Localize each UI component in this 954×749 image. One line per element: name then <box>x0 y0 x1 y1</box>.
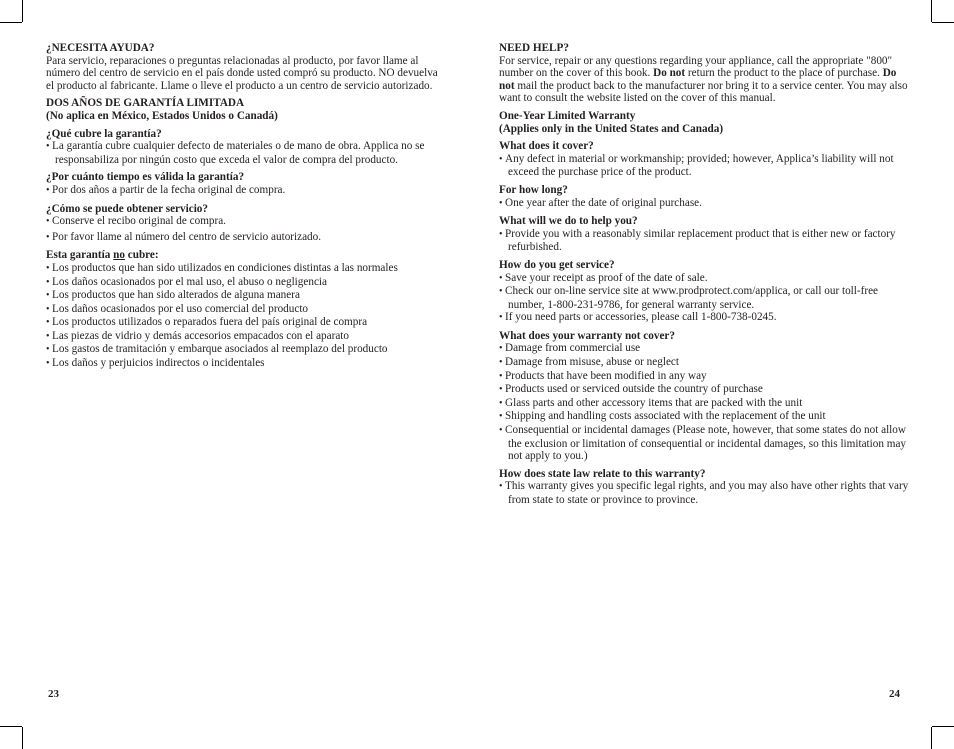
state-law-question: How does state law relate to this warranty? <box>499 467 706 480</box>
help-text: For service, repair or any questions regarding your appliance, call the appropriate "800" number on the cover of this book. Do not return the product to the place of purchase. Do not mail the product back to the manufacturer nor bring it to a service center. You may also want to consult the website listed on the cover of this manual. <box>499 54 908 105</box>
state-law-section <box>499 468 911 507</box>
list-item: • Glass parts and other accessory items that are packed with the unit <box>499 396 803 409</box>
warranty-heading-block <box>46 97 444 122</box>
list-item: • Products that have been modified in any way <box>499 369 707 382</box>
warranty-title: One-Year Limited Warranty <box>499 109 636 122</box>
not-cover-section <box>499 330 911 463</box>
crop-mark <box>22 0 23 22</box>
list-item: • Any defect in material or workmanship; provided; however, Applica’s liability will not exceed the purchase price of the product. <box>499 152 894 179</box>
right-page-column <box>499 42 911 512</box>
not-cover-section <box>46 249 444 370</box>
list-item: • Los productos que han sido alterados de alguna manera <box>46 289 300 302</box>
list-item: • Products used or serviced outside the country of purchase <box>499 383 763 396</box>
covers-section <box>46 128 444 167</box>
list-item: • Los gastos de tramitación y embarque asociados al reemplazo del producto <box>46 343 388 356</box>
service-question: How do you get service? <box>499 258 615 271</box>
list-item: • Check our on-line service site at www.prodprotect.com/applica, or call our toll-free number, 1-800-231-9786, for general warranty service. <box>499 285 878 311</box>
list-item: • Las piezas de vidrio y demás accesorios empacados con el aparato <box>46 329 349 342</box>
crop-mark <box>931 0 932 22</box>
not-cover-question: Esta garantía no cubre: <box>46 249 159 262</box>
covers-question: What does it cover? <box>499 140 594 153</box>
not-cover-question: What does your warranty not cover? <box>499 329 675 342</box>
duration-question: ¿Por cuánto tiempo es válida la garantía? <box>46 171 245 184</box>
list-item: • One year after the date of original purchase. <box>499 196 702 209</box>
list-item: • Damage from commercial use <box>499 342 641 355</box>
help-you-section <box>499 215 911 254</box>
service-section <box>499 259 911 325</box>
duration-section <box>46 171 444 197</box>
crop-mark <box>931 727 932 749</box>
list-item: • Los daños ocasionados por el mal uso, el abuso o negligencia <box>46 275 327 288</box>
warranty-subtitle: (Applies only in the United States and Canada) <box>499 122 724 135</box>
help-you-question: What will we do to help you? <box>499 215 638 228</box>
crop-mark <box>932 22 954 23</box>
list-item: • If you need parts or accessories, please call 1-800-738-0245. <box>499 311 777 324</box>
warranty-title: DOS AÑOS DE GARANTÍA LIMITADA <box>46 97 245 110</box>
service-question: ¿Cómo se puede obtener servicio? <box>46 202 208 215</box>
page-number-right: 24 <box>889 688 900 700</box>
help-section <box>46 42 444 92</box>
list-item: • Los productos que han sido utilizados en condiciones distintas a las normales <box>46 261 398 274</box>
list-item: • Conserve el recibo original de compra. <box>46 215 226 228</box>
help-text: Para servicio, reparaciones o preguntas relacionadas al producto, por favor llame al número del centro de servicio en el país donde usted compró su producto. NO devuelva el producto al fabricante. Llame o lleve el producto a un centro de servicio autorizado. <box>46 54 438 92</box>
left-page-column <box>46 42 444 376</box>
list-item: • Por favor llame al número del centro de servicio autorizado. <box>46 230 322 243</box>
list-item: • Por dos años a partir de la fecha original de compra. <box>46 183 286 196</box>
help-section <box>499 42 911 105</box>
duration-question: For how long? <box>499 183 568 196</box>
list-item: • Los daños ocasionados por el uso comercial del producto <box>46 302 309 315</box>
list-item: • Damage from misuse, abuse or neglect <box>499 356 679 369</box>
crop-mark <box>22 727 23 749</box>
warranty-heading-block <box>499 110 911 135</box>
duration-section <box>499 184 911 210</box>
list-item: • La garantía cubre cualquier defecto de materiales o de mano de obra. Applica no se responsabiliza por ningún costo que exceda el valor de compra del producto. <box>46 140 425 166</box>
list-item: • Provide you with a reasonably similar replacement product that is either new or factory refurbished. <box>499 227 896 254</box>
covers-question: ¿Qué cubre la garantía? <box>46 127 162 140</box>
crop-mark <box>0 22 22 23</box>
help-heading: NEED HELP? <box>499 42 569 54</box>
list-item: • Consequential or incidental damages (Please note, however, that some states do not allow the exclusion or limitation of consequential or incidental damages, so this limitation may not apply to you.) <box>499 424 907 463</box>
list-item: • This warranty gives you specific legal rights, and you may also have other rights that vary from state to state or province to province. <box>499 480 909 506</box>
crop-mark <box>932 726 954 727</box>
help-heading: ¿NECESITA AYUDA? <box>46 42 155 54</box>
list-item: • Los productos utilizados o reparados fuera del país original de compra <box>46 316 368 329</box>
list-item: • Save your receipt as proof of the date of sale. <box>499 271 708 284</box>
service-section <box>46 203 444 245</box>
page-number-left: 23 <box>48 688 59 700</box>
covers-section <box>499 140 911 179</box>
warranty-subtitle: (No aplica en México, Estados Unidos o Canadá) <box>46 109 278 122</box>
list-item: • Shipping and handling costs associated with the replacement of the unit <box>499 410 826 423</box>
crop-mark <box>0 726 22 727</box>
list-item: • Los daños y perjuicios indirectos o incidentales <box>46 357 265 370</box>
